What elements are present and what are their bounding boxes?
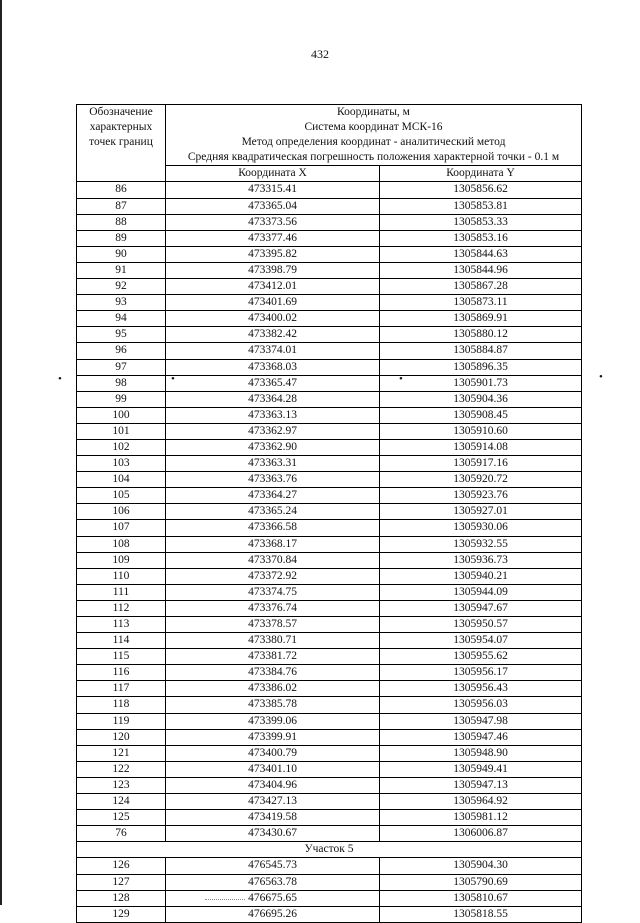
coord-x-cell: 473363.31: [166, 456, 380, 472]
coord-y-cell: 1305950.57: [380, 617, 582, 633]
point-id-cell: 129: [77, 906, 166, 922]
header-text: Система координат МСК-16: [304, 121, 443, 134]
point-id-cell: 92: [77, 279, 166, 295]
coord-y-cell: 1305896.35: [380, 359, 582, 375]
coord-x-cell: 473364.28: [166, 391, 380, 407]
coord-y-cell: 1305873.11: [380, 295, 582, 311]
header-text: Средняя квадратическая погрешность положения характерной точки - 0.1 м: [187, 151, 560, 164]
coord-y-cell: 1305884.87: [380, 343, 582, 359]
coord-y-cell: 1305954.07: [380, 633, 582, 649]
point-id-cell: 128: [77, 890, 166, 906]
header-text: Метод определения координат - аналитический метод: [241, 136, 506, 149]
point-id-cell: 87: [77, 198, 166, 214]
coord-x-cell: 476545.73: [166, 858, 380, 874]
table-row: [77, 327, 582, 343]
header-text: Координаты, м: [337, 106, 410, 118]
point-id-cell: 127: [77, 874, 166, 890]
point-id-cell: 113: [77, 617, 166, 633]
coord-x-cell: 473378.57: [166, 617, 380, 633]
coord-y-cell: 1305844.96: [380, 262, 582, 278]
coord-x-cell: 473399.06: [166, 713, 380, 729]
scan-dot: •: [399, 373, 403, 385]
coord-x-cell: 473368.17: [166, 536, 380, 552]
coord-y-cell: 1305856.62: [380, 182, 582, 198]
coord-x-cell: 473365.47: [166, 375, 380, 391]
coord-y-cell: 1305869.91: [380, 311, 582, 327]
table-row: [77, 681, 582, 697]
page-number: 432: [311, 47, 329, 61]
point-id-cell: 95: [77, 327, 166, 343]
point-id-cell: 110: [77, 568, 166, 584]
coord-x-cell: 473412.01: [166, 279, 380, 295]
point-id-cell: 105: [77, 488, 166, 504]
designation-header: [77, 105, 166, 182]
table-row: [77, 520, 582, 536]
coord-x-cell: 473315.41: [166, 182, 380, 198]
point-id-cell: 124: [77, 794, 166, 810]
header-text: точек границ: [89, 136, 153, 149]
point-id-cell: 96: [77, 343, 166, 359]
coord-x-cell: 476675.65: [166, 890, 380, 906]
coord-y-cell: 1305818.55: [380, 906, 582, 922]
table-row: [77, 456, 582, 472]
table-row: [77, 246, 582, 262]
section-row: [77, 842, 582, 858]
point-id-cell: 111: [77, 584, 166, 600]
coord-x-cell: 473374.75: [166, 584, 380, 600]
coord-x-cell: 473382.42: [166, 327, 380, 343]
coord-y-cell: 1305947.46: [380, 729, 582, 745]
coord-y-cell: 1305844.63: [380, 246, 582, 262]
point-id-cell: 123: [77, 777, 166, 793]
scan-mark: [205, 899, 245, 901]
coord-y-cell: 1305853.33: [380, 214, 582, 230]
point-id-cell: 101: [77, 423, 166, 439]
coord-x-cell: 473366.58: [166, 520, 380, 536]
coord-y-cell: 1305930.06: [380, 520, 582, 536]
point-id-cell: 106: [77, 504, 166, 520]
coord-x-cell: 473372.92: [166, 568, 380, 584]
col-x-header: Координата X: [166, 166, 380, 182]
coord-x-cell: 473395.82: [166, 246, 380, 262]
table-row: [77, 568, 582, 584]
header-text: характерных: [89, 121, 153, 134]
coord-x-cell: 473376.74: [166, 600, 380, 616]
coord-x-cell: 473427.13: [166, 794, 380, 810]
coord-y-cell: 1305944.09: [380, 584, 582, 600]
table-row: [77, 633, 582, 649]
coord-x-cell: 473365.24: [166, 504, 380, 520]
point-id-cell: 126: [77, 858, 166, 874]
coord-y-cell: 1305948.90: [380, 745, 582, 761]
coord-y-cell: 1305867.28: [380, 279, 582, 295]
coord-y-cell: 1305908.45: [380, 407, 582, 423]
coord-x-cell: 473377.46: [166, 230, 380, 246]
point-id-cell: 102: [77, 439, 166, 455]
coord-y-cell: 1305904.36: [380, 391, 582, 407]
point-id-cell: 88: [77, 214, 166, 230]
col-y-header: Координата Y: [380, 166, 582, 182]
table-row: [77, 359, 582, 375]
point-id-cell: 90: [77, 246, 166, 262]
coord-x-cell: 473365.04: [166, 198, 380, 214]
table-row: [77, 890, 582, 906]
coord-y-cell: 1305901.73: [380, 375, 582, 391]
point-id-cell: 125: [77, 810, 166, 826]
coord-y-cell: 1306006.87: [380, 826, 582, 842]
coord-y-cell: 1305932.55: [380, 536, 582, 552]
table-row: [77, 600, 582, 616]
table-row: [77, 391, 582, 407]
table-row: [77, 198, 582, 214]
table-row: [77, 311, 582, 327]
coordinates-table: [76, 104, 582, 923]
coord-y-cell: 1305914.08: [380, 439, 582, 455]
table-row: [77, 230, 582, 246]
point-id-cell: 107: [77, 520, 166, 536]
coord-x-cell: 473398.79: [166, 262, 380, 278]
table-row: [77, 552, 582, 568]
point-id-cell: 91: [77, 262, 166, 278]
scan-dot: •: [58, 373, 62, 385]
coord-x-cell: 473363.76: [166, 472, 380, 488]
header-text: Обозначение: [89, 106, 153, 118]
coord-y-cell: 1305904.30: [380, 858, 582, 874]
coord-x-cell: 473400.79: [166, 745, 380, 761]
point-id-cell: 122: [77, 761, 166, 777]
point-id-cell: 114: [77, 633, 166, 649]
point-id-cell: 103: [77, 456, 166, 472]
point-id-cell: 93: [77, 295, 166, 311]
point-id-cell: 116: [77, 665, 166, 681]
point-id-cell: 121: [77, 745, 166, 761]
point-id-cell: 109: [77, 552, 166, 568]
coord-x-cell: 476695.26: [166, 906, 380, 922]
table-row: [77, 697, 582, 713]
point-id-cell: 104: [77, 472, 166, 488]
point-id-cell: 99: [77, 391, 166, 407]
point-id-cell: 117: [77, 681, 166, 697]
coord-y-cell: 1305936.73: [380, 552, 582, 568]
coord-y-cell: 1305947.98: [380, 713, 582, 729]
coord-y-cell: 1305910.60: [380, 423, 582, 439]
table-row: [77, 874, 582, 890]
table-row: [77, 617, 582, 633]
scan-dot: •: [599, 371, 603, 383]
table-row: [77, 745, 582, 761]
table-row: [77, 858, 582, 874]
coord-x-cell: 473364.27: [166, 488, 380, 504]
table-row: [77, 488, 582, 504]
point-id-cell: 86: [77, 182, 166, 198]
coord-y-cell: 1305956.17: [380, 665, 582, 681]
table-row: [77, 343, 582, 359]
table-row: [77, 826, 582, 842]
point-id-cell: 120: [77, 729, 166, 745]
coord-x-cell: 473401.10: [166, 761, 380, 777]
coord-y-cell: 1305956.43: [380, 681, 582, 697]
coord-x-cell: 473381.72: [166, 649, 380, 665]
coord-y-cell: 1305981.12: [380, 810, 582, 826]
table-row: [77, 407, 582, 423]
point-id-cell: 118: [77, 697, 166, 713]
coord-x-cell: 473386.02: [166, 681, 380, 697]
coord-x-cell: 473419.58: [166, 810, 380, 826]
table-row: [77, 713, 582, 729]
point-id-cell: 89: [77, 230, 166, 246]
table-row: [77, 584, 582, 600]
coord-x-cell: 473362.97: [166, 423, 380, 439]
table-row: [77, 182, 582, 198]
table-row: [77, 729, 582, 745]
coord-x-cell: 473368.03: [166, 359, 380, 375]
coord-y-cell: 1305810.67: [380, 890, 582, 906]
coord-y-cell: 1305853.16: [380, 230, 582, 246]
coord-y-cell: 1305940.21: [380, 568, 582, 584]
table-row: [77, 761, 582, 777]
point-id-cell: 94: [77, 311, 166, 327]
coord-y-cell: 1305920.72: [380, 472, 582, 488]
table-row: [77, 665, 582, 681]
coord-x-cell: 476563.78: [166, 874, 380, 890]
point-id-cell: 100: [77, 407, 166, 423]
coord-y-cell: 1305947.13: [380, 777, 582, 793]
point-id-cell: 76: [77, 826, 166, 842]
table-row: [77, 295, 582, 311]
coord-x-cell: 473380.71: [166, 633, 380, 649]
table-row: [77, 214, 582, 230]
table-row: [77, 649, 582, 665]
coordinates-info-header: [166, 105, 582, 166]
coord-y-cell: 1305790.69: [380, 874, 582, 890]
table-row: [77, 262, 582, 278]
coord-x-cell: 473370.84: [166, 552, 380, 568]
point-id-cell: 119: [77, 713, 166, 729]
coord-x-cell: 473400.02: [166, 311, 380, 327]
table-row: [77, 375, 582, 391]
point-id-cell: 115: [77, 649, 166, 665]
coord-y-cell: 1305947.67: [380, 600, 582, 616]
coord-x-cell: 473373.56: [166, 214, 380, 230]
coord-y-cell: 1305917.16: [380, 456, 582, 472]
point-id-cell: 112: [77, 600, 166, 616]
table-row: [77, 810, 582, 826]
coord-x-cell: 473385.78: [166, 697, 380, 713]
coord-y-cell: 1305927.01: [380, 504, 582, 520]
point-id-cell: 97: [77, 359, 166, 375]
coord-x-cell: 473363.13: [166, 407, 380, 423]
scan-edge: [0, 0, 2, 905]
coord-y-cell: 1305964.92: [380, 794, 582, 810]
coord-x-cell: 473401.69: [166, 295, 380, 311]
table-row: [77, 794, 582, 810]
point-id-cell: 108: [77, 536, 166, 552]
table-row: [77, 906, 582, 922]
coord-x-cell: 473430.67: [166, 826, 380, 842]
coord-x-cell: 473404.96: [166, 777, 380, 793]
coord-x-cell: 473384.76: [166, 665, 380, 681]
coord-y-cell: 1305949.41: [380, 761, 582, 777]
table-row: [77, 504, 582, 520]
coord-y-cell: 1305853.81: [380, 198, 582, 214]
coord-x-cell: 473399.91: [166, 729, 380, 745]
scan-dot: •: [171, 373, 175, 385]
table-row: [77, 279, 582, 295]
table-row: [77, 423, 582, 439]
section-label: Участок 5: [77, 842, 582, 858]
table-row: [77, 536, 582, 552]
coord-y-cell: 1305955.62: [380, 649, 582, 665]
coord-x-cell: 473362.90: [166, 439, 380, 455]
coord-y-cell: 1305923.76: [380, 488, 582, 504]
table-row: [77, 439, 582, 455]
coord-y-cell: 1305956.03: [380, 697, 582, 713]
table-row: [77, 472, 582, 488]
table-row: [77, 777, 582, 793]
coord-y-cell: 1305880.12: [380, 327, 582, 343]
header-row: [77, 105, 582, 166]
coord-x-cell: 473374.01: [166, 343, 380, 359]
point-id-cell: 98: [77, 375, 166, 391]
